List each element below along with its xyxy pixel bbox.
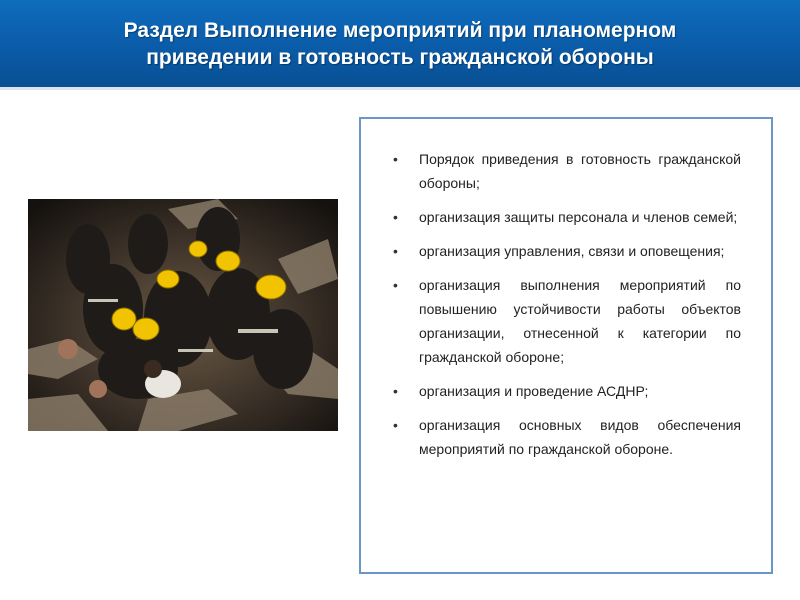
- list-item: [389, 147, 741, 195]
- list-item-text: Порядок приведения в готовность гражданской обороны;: [419, 151, 741, 191]
- bullet-list: [361, 119, 771, 461]
- bullet-icon: •: [393, 209, 398, 225]
- bullet-icon: •: [393, 417, 398, 433]
- list-item-text: организация основных видов обеспечения мероприятий по гражданской обороне.: [419, 417, 741, 457]
- list-item: [389, 205, 741, 229]
- content-box: [359, 117, 773, 574]
- list-item: [389, 379, 741, 403]
- title-banner: [0, 0, 800, 90]
- list-item-text: организация и проведение АСДНР;: [419, 383, 649, 399]
- rescue-workers-photo: [28, 199, 338, 431]
- bullet-icon: •: [393, 383, 398, 399]
- list-item-text: организация управления, связи и оповещения;: [419, 243, 725, 259]
- bullet-icon: •: [393, 243, 398, 259]
- bullet-icon: •: [393, 151, 398, 167]
- list-item-text: организация защиты персонала и членов семей;: [419, 209, 738, 225]
- title-line-1: Раздел Выполнение мероприятий при планомерном: [123, 18, 677, 42]
- bullet-icon: •: [393, 277, 398, 293]
- list-item: [389, 239, 741, 263]
- list-item: [389, 273, 741, 369]
- list-item-text: организация выполнения мероприятий по повышению устойчивости работы объектов организации, отнесенной к категории по гражданской обороне;: [419, 277, 741, 365]
- title-line-2: приведении в готовность гражданской обороны: [146, 45, 654, 69]
- list-item: [389, 413, 741, 461]
- slide-title: [80, 17, 720, 71]
